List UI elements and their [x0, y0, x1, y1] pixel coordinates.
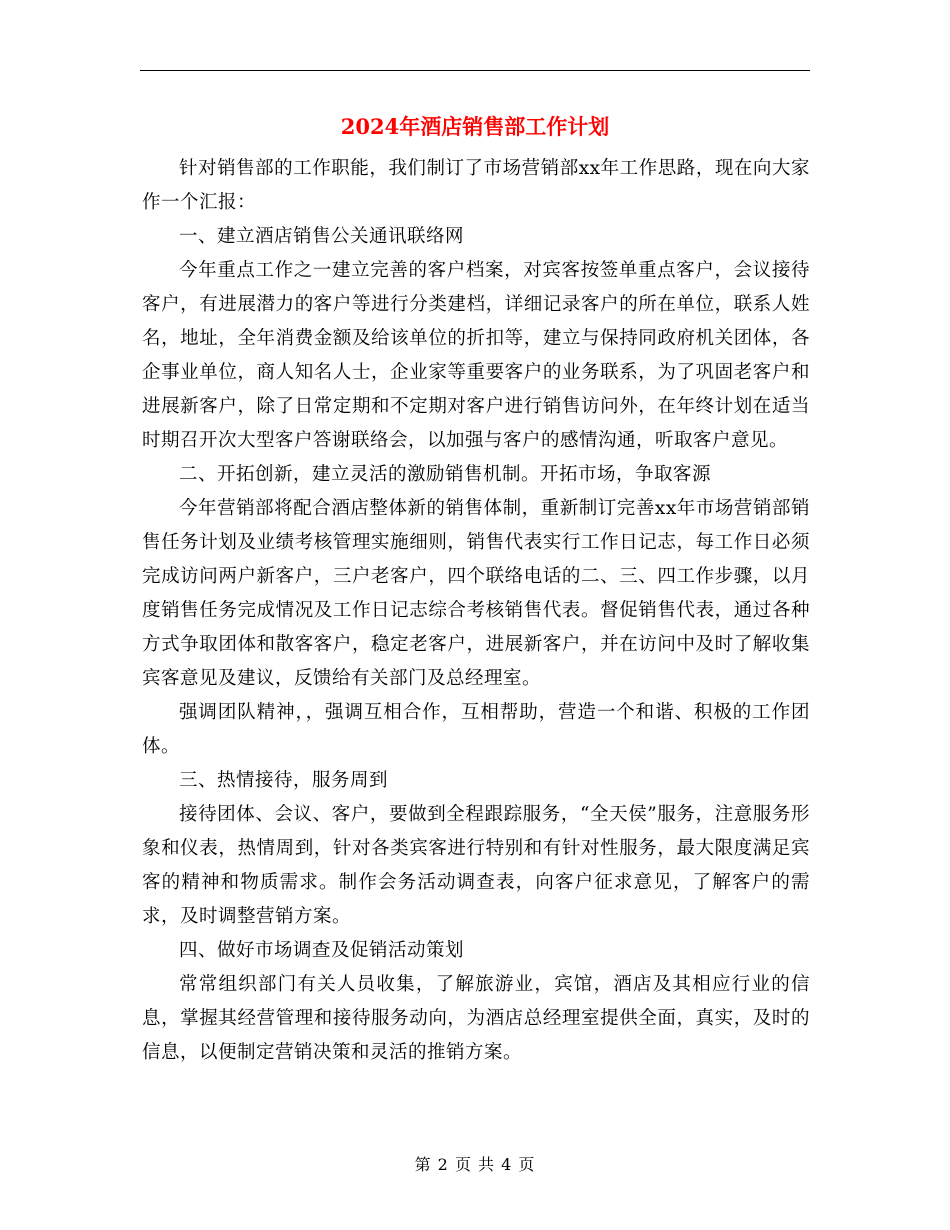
page-footer — [0, 1154, 950, 1176]
document-title: 2024年酒店销售部工作计划 — [340, 114, 610, 139]
section-paragraph-2b: 强调团队精神，，强调互相合作，互相帮助，营造一个和谐、积极的工作团体。 — [142, 702, 810, 757]
section-paragraph-1: 今年重点工作之一建立完善的客户档案，对宾客按签单重点客户，会议接待客户，有进展潜力的客户等进行分类建档，详细记录客户的所在单位，联系人姓名，地址，全年消费金额及给该单位的折扣等，建立与保持同政府机关团体，各企事业单位，商人知名人士，企业家等重要客户的业务联系，为了巩固老客户和进展新客户，除了日常定期和不定期对客户进行销售访问外，在年终计划在适当时期召开次大型客户答谢联络会，以加强与客户的感情沟通，听取客户意见。 — [142, 260, 810, 451]
section-heading-3: 三、热情接待，服务周到 — [179, 770, 389, 791]
intro-paragraph: 针对销售部的工作职能，我们制订了市场营销部xx年工作思路，现在向大家作一个汇报： — [142, 158, 810, 213]
section-heading-2: 二、开拓创新，建立灵活的激励销售机制。开拓市场，争取客源 — [179, 464, 712, 485]
section-heading-4: 四、做好市场调查及促销活动策划 — [179, 940, 465, 961]
section-heading-1: 一、建立酒店销售公关通讯联络网 — [179, 226, 465, 247]
section-paragraph-4: 常常组织部门有关人员收集，了解旅游业，宾馆，酒店及其相应行业的信息，掌握其经营管理和接待服务动向，为酒店总经理室提供全面，真实，及时的信息，以便制定营销决策和灵活的推销方案。 — [142, 974, 810, 1063]
header-rule — [140, 70, 810, 71]
page-number: 第 2 页 共 4 页 — [414, 1155, 536, 1174]
document-body — [142, 152, 810, 1070]
section-paragraph-2: 今年营销部将配合酒店整体新的销售体制，重新制订完善xx年市场营销部销售任务计划及业绩考核管理实施细则，销售代表实行工作日记志，每工作日必须完成访问两户新客户，三户老客户，四个联络电话的二、三、四工作步骤，以月度销售任务完成情况及工作日记志综合考核销售代表。督促销售代表，通过各种方式争取团体和散客客户，稳定老客户，进展新客户，并在访问中及时了解收集宾客意见及建议，反馈给有关部门及总经理室。 — [142, 498, 810, 689]
section-paragraph-3: 接待团体、会议、客户，要做到全程跟踪服务，“全天侯”服务，注意服务形象和仪表，热情周到，针对各类宾客进行特别和有针对性服务，最大限度满足宾客的精神和物质需求。制作会务活动调查表，向客户征求意见，了解客户的需求，及时调整营销方案。 — [142, 804, 810, 927]
